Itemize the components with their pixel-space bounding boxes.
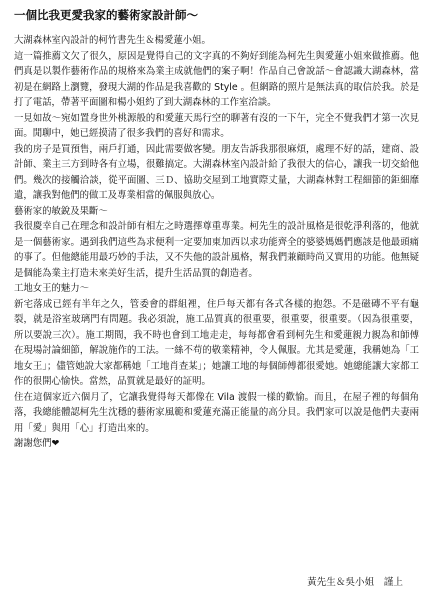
paragraph-presale-house: 我的房子是買預售，兩戶打通，因此需要做客變。朋友告訴我那很麻煩，處理不好的話，建商、設計師、業主三方到時各有立場，很難搞定。大湖森林室內設計給了我很大的信心，讓我一切交給他們。幾次的接觸洽談，從平面圖、三Ｄ、協助交屋到工地實際丈量，大湖森林對工程細節的鉅細靡遺，讓我對他們的做工及專業相當的佩服與放心。 xyxy=(14,143,419,201)
paragraph-intro: 這一篇推薦文欠了很久，原因是覺得自己的文字真的不夠好到能為柯先生與愛蓮小姐來做推薦。他們真是以製作藝術作品的規格來為業主成就他們的案子啊！作品自己會說話～會認識大湖森林，當初是在網路上瀏覽，發現大湖的作品是我喜歡的 Style 。但網路的照片是無法真的取信於我。於是打了電話，帶著平面圖和楊小姐約了到大湖森林的工作室洽談。 xyxy=(14,50,419,108)
signature: 黃先生＆吳小姐 謹上 xyxy=(307,577,403,588)
paragraph-first-meeting: 一見如故～宛如置身世外桃源般的和愛蓮天馬行空的聊著有沒的一下午，完全不覺我們才第一次見面。閒聊中，她已經摸清了很多我們的喜好和需求。 xyxy=(14,112,419,139)
heading-artist: 藝術家的敏銳及果斷～ xyxy=(14,205,108,217)
letter-body xyxy=(14,33,419,452)
paragraph-salutation: 大湖森林室內設計的柯竹書先生＆楊愛蓮小姐。 xyxy=(14,35,211,46)
paragraph-artist: 我很慶幸自己在理念和設計師有相左之時選擇尊重專業。柯先生的設計風格是很乾淨利落的，他就是一個藝術家。遇到我們這些為求便利一定要加東加西以求功能齊全的婆婆媽媽們應該是他最頭痛的事了。但他總能用最巧妙的手法，又不失他的設計風格，幫我們兼顧時尚又實用的功能。他無疑是個能為業主打造未來美好生活，提升生活品質的創造者。 xyxy=(14,221,419,279)
heart-icon: ❤ xyxy=(51,438,60,449)
closing-line xyxy=(14,436,419,452)
closing-text: 謝謝您們 xyxy=(14,438,52,449)
letter-title: 一個比我更愛我家的藝術家設計師～ xyxy=(14,8,198,22)
paragraph-living: 住在這個家近六個月了，它讓我覺得每天都像在 Vila 渡假一樣的歡愉。而且，在屋子裡的每個角落，我總能體認柯先生沈穩的藝術家風範和愛蓮充滿正能量的高分貝。我們家可以說是他們夫妻兩用「愛」與用「心」打造出來的。 xyxy=(14,391,419,434)
heading-site-queen: 工地女王的魅力～ xyxy=(14,283,90,294)
paragraph-site-queen: 新宅落成已經有半年之久，管委會的群組裡，住戶每天都有各式各樣的抱怨。不是磁磚不平有龜裂，就是浴室玻璃門有問題。我必須說，施工品質真的很重要，很重要，很重要。（因為很重要，所以要說三次）。施工期間，我不時也會到工地走走，每每都會看到柯先生和愛蓮親力親為和師傅在現場討論細節，解說施作的工法。一絲不苟的敬業精神，令人佩服。尤其是愛蓮，我稱她為「工地女王」；儘管她說大家都稱她「工地肖查某」；她讓工地的每個師傅都很愛她。她總能讓大家都工作的很開心愉快。當然，品質就是最好的証明。 xyxy=(14,298,419,387)
